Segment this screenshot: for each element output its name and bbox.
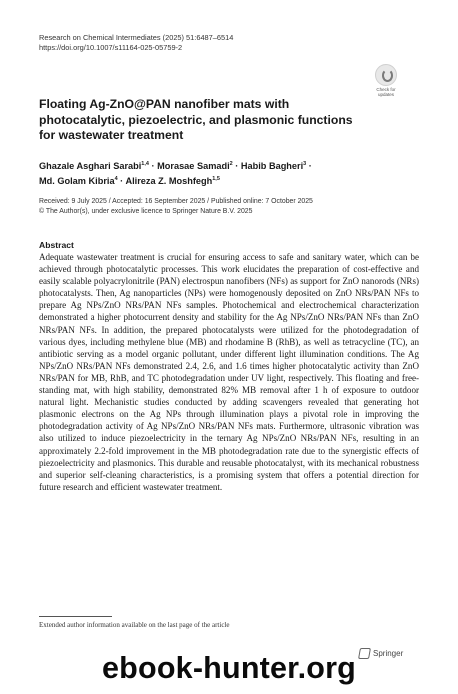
footnote: Extended author information available on the last page of the article [39, 621, 230, 629]
abstract-heading: Abstract [39, 240, 74, 250]
author-list: Ghazale Asghari Sarabi$^{1,4}$ · Morasae Samadi$^2$ · Habib Bagheri$^3$ · Md. Golam Kibria$^4$ · Alireza Z. Moshfegh$^{1,5}$ [39, 161, 312, 187]
article-title: Floating Ag-ZnO@PAN nanofiber mats with photocatalytic, piezoelectric, and plasmonic functions for wastewater treatment [39, 97, 353, 142]
check-for-updates-badge[interactable] [371, 64, 401, 97]
author-name[interactable]: Ghazale Asghari Sarabi [39, 161, 142, 172]
footnote-divider [39, 616, 112, 617]
journal-citation: Research on Chemical Intermediates (2025) 51:6487–6514 [39, 33, 234, 42]
watermark: ebook-hunter.org [102, 651, 356, 685]
author-affiliation: 4 [114, 176, 118, 183]
badge-label-1: Check for [376, 87, 396, 92]
author-name[interactable]: Morasae Samadi [157, 161, 230, 172]
badge-label-2: updates [377, 92, 394, 97]
author-affiliation: 2 [229, 161, 233, 167]
author-affiliation: 3 [303, 161, 307, 167]
check-for-updates-icon [375, 64, 397, 86]
author-name[interactable]: Md. Golam Kibria [39, 176, 115, 187]
copyright-line: © The Author(s), under exclusive licence to Springer Nature B.V. 2025 [39, 207, 253, 215]
doi-link[interactable]: https://doi.org/10.1007/s11164-025-05759-2 [39, 43, 183, 52]
author-affiliation: 1,4 [141, 161, 149, 167]
abstract-text: Adequate wastewater treatment is crucial for ensuring access to safe and sanitary water, which can be achieved through photocatalytic processes. This work elucidates the preparation of cost-effective and easily scalable polyacrylonitrile (PAN) electrospun nanofibers (NFs) as support for ZnO nanorods (NRs) photocatalysts. Then, Ag nanoparticles (NPs) were homogenously deposited on ZnO NRs/PAN NFs to prepare Ag NPs/ZnO NRs/PAN NFs samples. Photochemical and electrochemical characterization demonstrated a higher photocurrent density and stability for the Ag NPs/ZnO NRs/PAN NFs than ZnO NRs/PAN NFs. In addition, the prepared photocatalysts were utilized for the photodegradation of various dyes, including methylene blue (MB) and rhodamine B (RhB), as well as tetracycline (TC), an antibiotic serving as a model organic pollutant, under different light illumination conditions. The Ag NPs/ZnO NRs/PAN NFs demonstrated 2.4, 2.6, and 1.6 times higher photocatalytic activity than ZnO NRs/PAN for MB, RhB, and TC photodegradation under UV light, respectively. This floating and free-standing mat, with high stability, demonstrated 82% MB removal after 1 h of exposure to outdoor natural light. Mechanistic studies conducted by adding scavengers revealed that generating hot plasmonic electrons on the Ag NPs through illumination plays a pivotal role in improving the photodegradation activity of Ag NPs/ZnO NRs/PAN NFs mats. Furthermore, ultrasonic vibration was also utilized to induce piezoelectricity in the ternary Ag NPs/ZnO NRs/PAN NFs, resulting in an approximately 2.2-fold improvement in the MB photodegradation rate due to the synergistic effects of piezoelectricity and plasmonics. This durable and reusable photocatalyst, with its mechanical robustness and superior self-cleaning characteristics, is a promising system that offers a potential direction for future research and efficient wastewater treatment. [39, 252, 419, 492]
author-affiliation: 1,5 [212, 176, 220, 183]
author-name[interactable]: Habib Bagheri [240, 161, 304, 172]
author-name[interactable]: Alireza Z. Moshfegh [125, 176, 213, 187]
journal-info [39, 33, 233, 53]
article-dates [39, 197, 313, 216]
history-dates: Received: 9 July 2025 / Accepted: 16 September 2025 / Published online: 7 October 2025 [39, 198, 313, 205]
publisher-name: Springer [373, 649, 404, 658]
